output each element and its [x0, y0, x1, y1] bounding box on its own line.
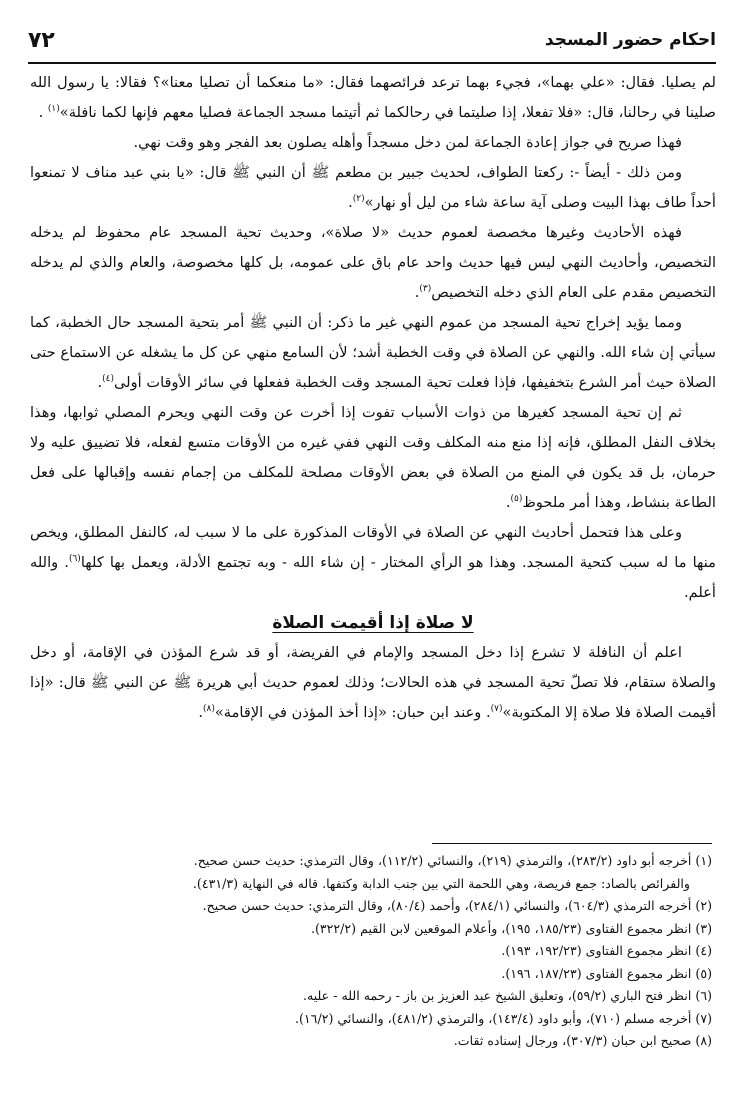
paragraph-text: ومما يؤيد إخراج تحية المسجد من عموم النهي غير ما ذكر: أن النبي ﷺ أمر بتحية المسجد حال الخطبة، كما سيأتي إن شاء الله. والنهي عن الصلاة في وقت الخطبة أشد؛ لأن السامع منهي عن كل ما يشغله عن الاستماع حتى الصلاة حيث أمر الشرع بتخفيفها، فإذا فعلت تحية المسجد وقت الخطبة ففعلها في سائر الأوقات أولى	[30, 314, 716, 391]
paragraph	[30, 68, 716, 128]
paragraph-text: فهذه الأحاديث وغيرها مخصصة لعموم حديث «لا صلاة»، وحديث تحية المسجد عام محفوظ لم يدخله التخصيص، وأحاديث النهي ليس فيها حديث واحد عام باق على عمومه، بل كلها مخصوصة، والعام والذي لم يدخله التخصيص مقدم على العام الذي دخله التخصيص	[30, 224, 716, 301]
paragraph	[30, 158, 716, 218]
footnote-ref: (٥)	[510, 494, 523, 505]
footnote: (٨) صحيح ابن حبان (٣٠٧/٣)، ورجال إسناده ثقات.	[453, 1033, 712, 1048]
footnote: (٦) انظر فتح الباري (٥٩/٢)، وتعليق الشيخ عبد العزيز بن باز - رحمه الله - عليه.	[302, 988, 712, 1003]
footnote-ref: (٦)	[68, 554, 81, 565]
footnote-ref: (٨)	[202, 704, 215, 715]
footnote: (٢) أخرجه الترمذي (٦٠٤/٣)، والنسائي (٢٨٤/١)، وأحمد (٨٠/٤)، وقال الترمذي: حديث حسن صحيح.	[202, 898, 712, 913]
paragraph-text: وعلى هذا فتحمل أحاديث النهي عن الصلاة في الأوقات المذكورة على ما لا سبب له، كالنفل المطلق، ويخص منها ما له سبب كتحية المسجد. وهذا هو الرأي المختار - إن شاء الله - وبه تجتمع الأدلة، ويعمل بها كلها	[30, 524, 716, 571]
footnote-ref: (١)	[47, 104, 60, 115]
paragraph-end: .	[97, 374, 103, 391]
footnote: (٣) انظر مجموع الفتاوى (١٨٥/٢٣، ١٩٥)، وأعلام الموقعين لابن القيم (٣٢٢/٢).	[310, 920, 712, 936]
page-header	[28, 26, 716, 64]
footnote: (١) أخرجه أبو داود (٢٨٣/٢)، والترمذي (٢١٩)، والنسائي (١١٢/٢)، وقال الترمذي: حديث حسن صحيح.	[193, 853, 712, 868]
paragraph-end: .	[198, 704, 203, 721]
footnote-continuation: والفرائص بالصاد: جمع فريصة، وهي اللحمة التي بين جنب الدابة وكتفها. قاله في النهاية (٤٣١/٣).	[192, 875, 690, 891]
main-text	[30, 68, 716, 728]
paragraph-text: لم يصليا. فقال: «علي بهما»، فجيء بهما ترعد فرائصهما فقال: «ما منعكما أن تصليا معنا»؟ فقالا: يا رسول الله صلينا في رحالنا، قال: «فلا تفعلا، إذا صليتما في رحالكما ثم أتيتما مسجد الجماعة فصليا معهم فإنها لكما نافلة»	[30, 74, 716, 121]
paragraph-end: .	[348, 194, 353, 211]
paragraph-end: .	[505, 494, 511, 511]
paragraph	[30, 398, 716, 518]
footnote: (٧) أخرجه مسلم (٧١٠)، وأبو داود (١٤٣/٤)، والترمذي (٤٨١/٢)، والنسائي (١٦/٢).	[295, 1010, 712, 1026]
page-number: ٧٢	[28, 28, 55, 53]
paragraph	[30, 638, 716, 728]
footnote: (٥) انظر مجموع الفتاوى (١٨٧/٢٣، ١٩٦).	[501, 965, 712, 981]
paragraph-end: .	[414, 284, 420, 301]
paragraph	[30, 518, 716, 608]
footnote-ref: (٤)	[102, 374, 114, 385]
paragraph-end: .	[38, 104, 48, 121]
footnote-ref: (٣)	[419, 284, 432, 295]
paragraph-text-cont: . وعند ابن حبان: «إذا أخذ المؤذن في الإقامة»	[214, 704, 491, 721]
footnote: (٤) انظر مجموع الفتاوى (١٩٢/٢٣، ١٩٣).	[501, 943, 712, 958]
paragraph	[30, 308, 716, 398]
footnote-ref: (٢)	[352, 194, 365, 205]
paragraph: فهذا صريح في جواز إعادة الجماعة لمن دخل مسجداً وأهله يصلون بعد الفجر وهو وقت نهي.	[133, 134, 682, 151]
section-heading: لا صلاة إذا أقيمت الصلاة	[272, 613, 474, 633]
paragraph-end: . والله أعلم.	[30, 554, 716, 601]
running-title: احكام حضور المسجد	[544, 30, 716, 50]
footnote-divider	[432, 843, 712, 844]
paragraph-text: ثم إن تحية المسجد كغيرها من ذوات الأسباب تفوت إذا أخرت عن وقت النهي ويحرم المصلي ثوابها، وهذا بخلاف النفل المطلق، فإنه إذا منع منه المكلف وقت النهي ففي غيره من الأوقات متسع لفعله، فلا تضييق عليه ولا حرمان، بل قد يكون في المنع من الصلاة في بعض الأوقات مصلحة للمكلف من إجمام نفسه وإقبالها على فعل الطاعة بنشاط، وهذا أمر ملحوظ	[30, 404, 716, 511]
paragraph-text: اعلم أن النافلة لا تشرع إذا دخل المسجد والإمام في الفريضة، أو قد شرع المؤذن في الإقامة، أو دخل والصلاة ستقام، فلا تصلّ تحية المسجد في هذه الحالات؛ وذلك لعموم حديث أبي هريرة ﷺ عن النبي ﷺ قال: «إذا أقيمت الصلاة فلا صلاة إلا المكتوبة»	[30, 644, 716, 721]
paragraph	[30, 218, 716, 308]
paragraph-text: ومن ذلك - أيضاً -: ركعتا الطواف، لحديث جبير بن مطعم ﷺ أن النبي ﷺ قال: «يا بني عبد مناف لا تمنعوا أحداً طاف بهذا البيت وصلى آية ساعة شاء من ليل أو نهار»	[30, 164, 716, 211]
footnote-ref: (٧)	[490, 704, 503, 715]
footnotes	[30, 850, 712, 1053]
